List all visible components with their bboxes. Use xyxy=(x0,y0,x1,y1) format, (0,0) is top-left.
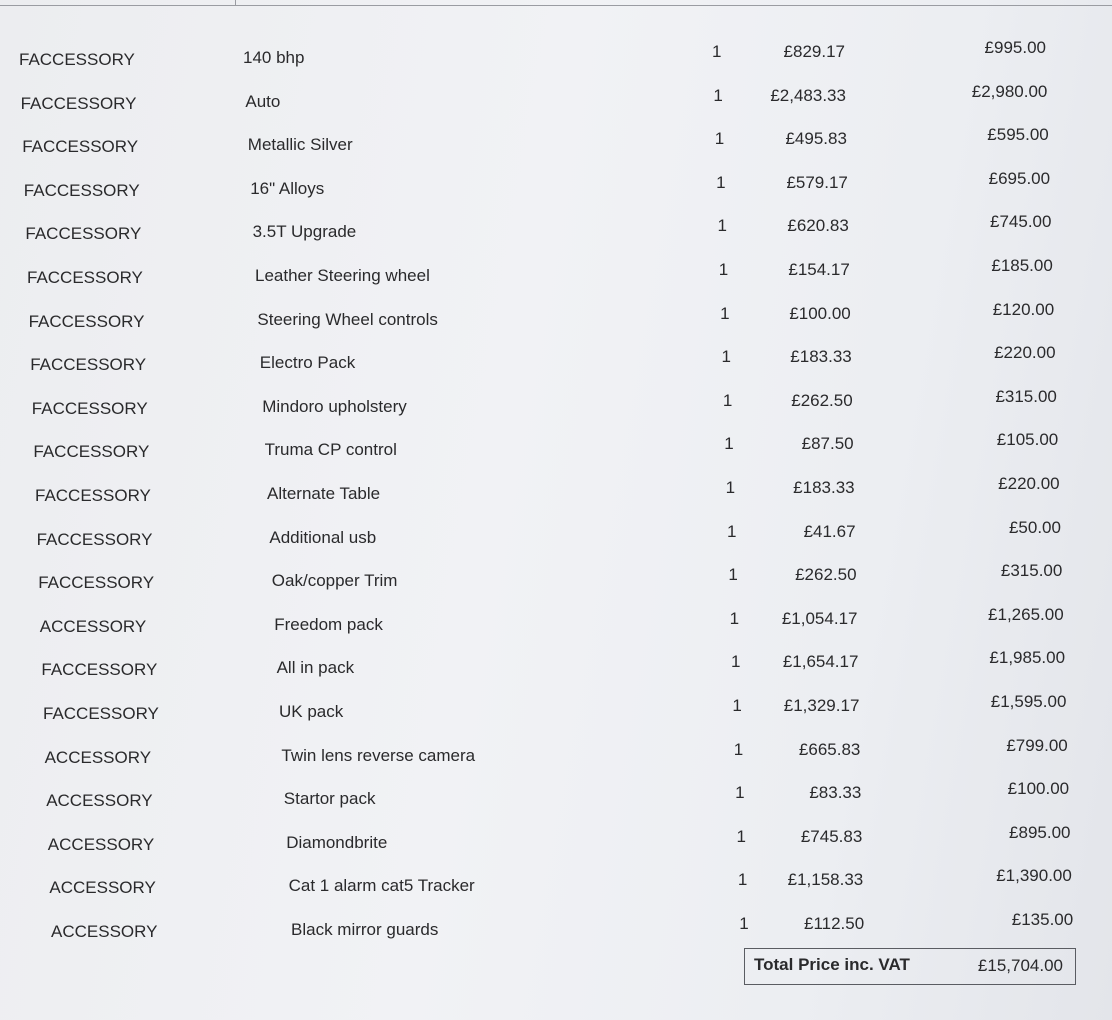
item-type: ACCESSORY xyxy=(51,922,158,941)
item-description: Alternate Table xyxy=(267,484,381,503)
item-quantity: 1 xyxy=(724,434,734,454)
item-net-price: £183.33 xyxy=(790,347,852,367)
item-quantity: 1 xyxy=(726,521,737,541)
item-type: FACCESSORY xyxy=(43,704,159,723)
item-quantity: 1 xyxy=(721,347,731,367)
item-type: FACCESSORY xyxy=(35,486,151,505)
item-quantity: 1 xyxy=(712,42,722,61)
item-total-price: £695.00 xyxy=(988,168,1051,188)
item-net-price: £112.50 xyxy=(804,914,865,933)
item-total-price: £595.00 xyxy=(987,125,1049,145)
item-quantity: 1 xyxy=(736,826,746,846)
item-quantity: 1 xyxy=(716,172,726,192)
total-price-value: £15,704.00 xyxy=(977,956,1063,975)
item-type: ACCESSORY xyxy=(44,747,152,767)
item-net-price: £41.67 xyxy=(803,521,856,541)
table-row xyxy=(0,125,1112,159)
item-description: Electro Pack xyxy=(259,353,356,373)
item-quantity: 1 xyxy=(714,129,725,149)
item-quantity: 1 xyxy=(718,260,729,279)
total-price-box xyxy=(744,948,1076,985)
item-net-price: £2,483.33 xyxy=(770,85,846,105)
item-quantity: 1 xyxy=(737,870,748,890)
item-quantity: 1 xyxy=(725,478,736,497)
table-row xyxy=(0,386,1112,421)
item-total-price: £1,595.00 xyxy=(990,692,1067,711)
table-row xyxy=(0,38,1112,72)
item-description: Diamondbrite xyxy=(286,832,388,852)
item-description: Twin lens reverse camera xyxy=(281,745,476,765)
table-row xyxy=(0,779,1112,813)
table-row xyxy=(0,735,1112,770)
item-type: ACCESSORY xyxy=(39,616,147,636)
item-net-price: £154.17 xyxy=(788,260,850,279)
item-quantity: 1 xyxy=(720,303,730,323)
item-quantity: 1 xyxy=(733,739,744,759)
item-net-price: £1,329.17 xyxy=(783,696,860,715)
item-total-price: £315.00 xyxy=(995,386,1057,406)
item-type: FACCESSORY xyxy=(27,268,143,287)
item-total-price: £50.00 xyxy=(1008,517,1061,537)
table-row xyxy=(0,256,1112,290)
item-type: FACCESSORY xyxy=(31,398,148,418)
item-quantity: 1 xyxy=(732,696,742,715)
item-net-price: £262.50 xyxy=(791,390,853,410)
item-description: Metallic Silver xyxy=(247,135,353,155)
table-row xyxy=(0,299,1112,334)
item-type: FACCESSORY xyxy=(22,137,139,157)
item-description: All in pack xyxy=(276,658,355,678)
item-description: Startor pack xyxy=(283,789,376,809)
item-description: Cat 1 alarm cat5 Tracker xyxy=(288,876,475,896)
item-type: ACCESSORY xyxy=(46,791,153,811)
item-description: 140 bhp xyxy=(243,48,305,67)
item-type: FACCESSORY xyxy=(36,529,153,549)
table-row xyxy=(0,517,1112,552)
item-net-price: £83.33 xyxy=(809,783,862,803)
item-type: FACCESSORY xyxy=(30,355,147,375)
item-description: Freedom pack xyxy=(274,614,383,634)
item-net-price: £100.00 xyxy=(789,303,851,323)
item-net-price: £829.17 xyxy=(783,42,845,61)
item-total-price: £745.00 xyxy=(990,212,1052,232)
table-row xyxy=(0,604,1112,639)
item-total-price: £120.00 xyxy=(992,299,1055,319)
item-quantity: 1 xyxy=(735,783,745,803)
item-quantity: 1 xyxy=(728,565,738,585)
item-description: Additional usb xyxy=(269,527,377,547)
item-total-price: £799.00 xyxy=(1006,735,1068,755)
table-row xyxy=(0,81,1112,116)
item-quantity: 1 xyxy=(722,390,733,410)
item-description: Mindoro upholstery xyxy=(262,396,407,416)
item-total-price: £185.00 xyxy=(991,256,1053,275)
item-total-price: £995.00 xyxy=(984,38,1046,57)
item-type: FACCESSORY xyxy=(25,224,142,244)
table-row xyxy=(0,212,1112,246)
item-net-price: £579.17 xyxy=(786,172,848,192)
item-type: FACCESSORY xyxy=(38,573,155,593)
table-row xyxy=(0,561,1112,595)
item-description: Black mirror guards xyxy=(291,920,439,939)
item-description: Auto xyxy=(245,91,281,111)
item-total-price: £105.00 xyxy=(996,430,1059,450)
table-row xyxy=(0,343,1112,377)
item-net-price: £262.50 xyxy=(795,565,857,585)
item-total-price: £135.00 xyxy=(1011,910,1074,929)
table-row xyxy=(0,474,1112,508)
item-quantity: 1 xyxy=(713,85,723,105)
item-net-price: £183.33 xyxy=(793,478,855,497)
table-row xyxy=(0,822,1112,857)
table-row xyxy=(0,910,1112,944)
table-row xyxy=(0,168,1112,203)
item-description: 16" Alloys xyxy=(250,178,325,198)
table-row xyxy=(0,866,1112,900)
item-type: FACCESSORY xyxy=(23,180,140,200)
item-total-price: £895.00 xyxy=(1009,822,1071,842)
item-net-price: £745.83 xyxy=(800,826,863,846)
item-net-price: £495.83 xyxy=(785,129,847,149)
item-total-price: £100.00 xyxy=(1007,779,1070,799)
item-total-price: £220.00 xyxy=(998,474,1060,493)
item-quantity: 1 xyxy=(731,652,741,672)
item-description: Oak/copper Trim xyxy=(271,571,398,591)
total-price-label: Total Price inc. VAT xyxy=(754,955,910,974)
table-row xyxy=(0,430,1112,464)
item-description: UK pack xyxy=(279,702,344,721)
table-row xyxy=(0,692,1112,726)
item-total-price: £315.00 xyxy=(1000,561,1063,581)
item-quantity: 1 xyxy=(717,216,727,236)
item-total-price: £1,265.00 xyxy=(988,604,1064,624)
item-type: FACCESSORY xyxy=(33,442,150,462)
item-total-price: £220.00 xyxy=(994,343,1056,363)
item-type: FACCESSORY xyxy=(19,50,135,69)
item-type: ACCESSORY xyxy=(49,878,156,898)
item-description: 3.5T Upgrade xyxy=(252,222,357,242)
item-type: FACCESSORY xyxy=(28,311,145,331)
item-total-price: £1,985.00 xyxy=(989,648,1066,668)
table-row xyxy=(0,648,1112,682)
item-net-price: £665.83 xyxy=(798,739,861,759)
item-quantity: 1 xyxy=(729,608,740,628)
item-net-price: £1,654.17 xyxy=(782,652,859,672)
item-description: Leather Steering wheel xyxy=(255,266,430,285)
item-total-price: £1,390.00 xyxy=(996,866,1072,886)
item-net-price: £1,054.17 xyxy=(781,608,858,628)
item-net-price: £620.83 xyxy=(787,216,849,236)
item-description: Steering Wheel controls xyxy=(257,309,438,329)
item-description: Truma CP control xyxy=(264,440,397,460)
item-type: FACCESSORY xyxy=(20,93,137,113)
item-type: FACCESSORY xyxy=(41,660,158,680)
item-net-price: £87.50 xyxy=(801,434,854,454)
item-total-price: £2,980.00 xyxy=(971,81,1048,101)
item-net-price: £1,158.33 xyxy=(787,870,864,890)
item-quantity: 1 xyxy=(739,914,749,933)
item-type: ACCESSORY xyxy=(47,834,155,854)
